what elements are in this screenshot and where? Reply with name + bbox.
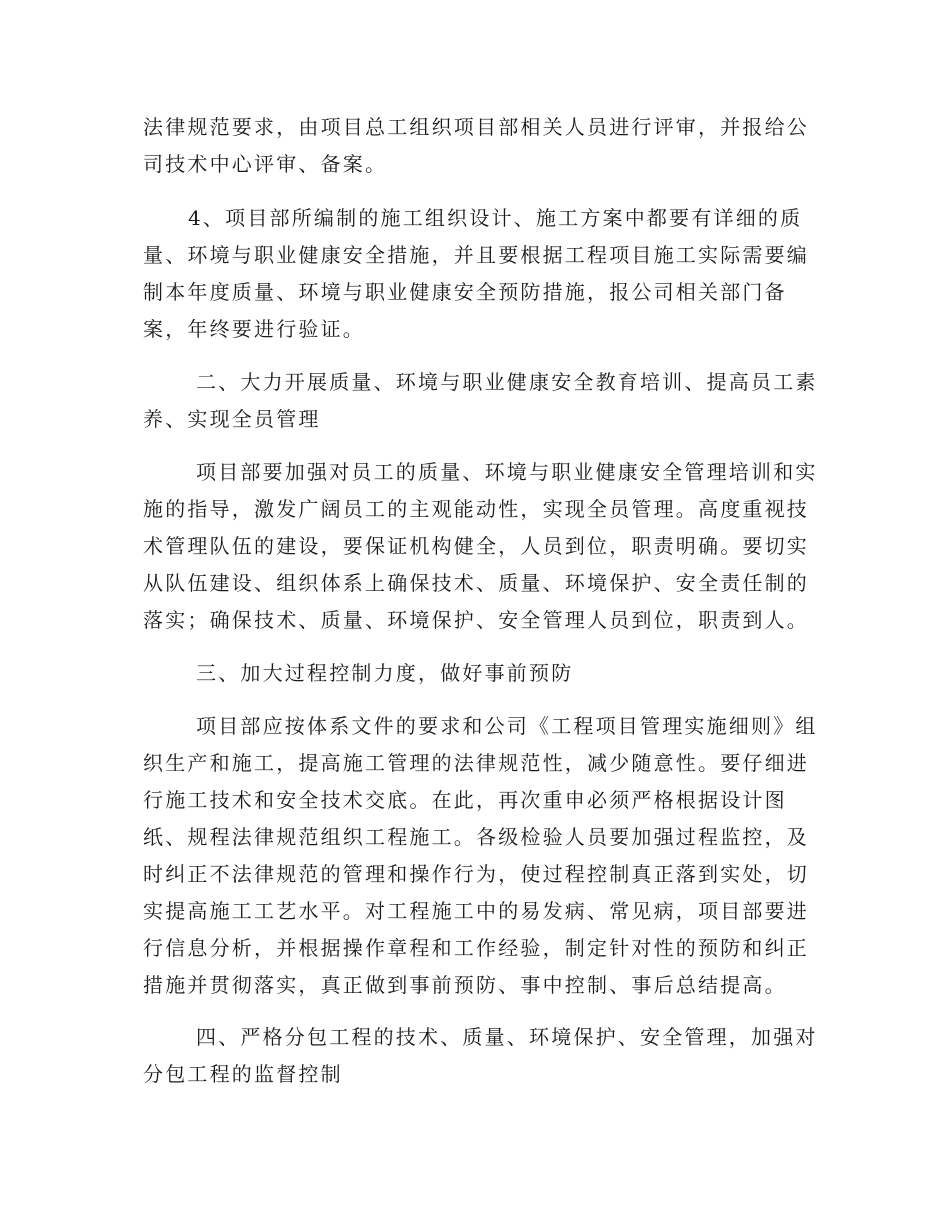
text-line: 4、项目部所编制的施工组织设计、施工方案中都要有详细的质 [188,206,803,230]
text-line: 量、环境与职业健康安全措施，并且要根据工程项目施工实际需要编 [143,243,809,267]
text-line: 案，年终要进行验证。 [143,317,365,341]
heading-line: 二、大力开展质量、环境与职业健康安全教育培训、提高员工素 [196,370,818,394]
text-line: 实提高施工工艺水平。对工程施工中的易发病、常见病，项目部要进 [143,899,809,923]
heading-line: 分包工程的监督控制 [143,1062,343,1086]
text-line: 术管理队伍的建设，要保证机构健全，人员到位，职责明确。要切实 [143,534,809,558]
text-line: 施的指导，激发广阔员工的主观能动性，实现全员管理。高度重视技 [143,497,809,521]
heading-line: 四、严格分包工程的技术、质量、环境保护、安全管理，加强对 [196,1025,818,1049]
text-line: 措施并贯彻落实，真正做到事前预防、事中控制、事后总结提高。 [143,973,787,997]
text-line: 司技术中心评审、备案。 [143,152,388,176]
heading-line: 养、实现全员管理 [143,407,321,431]
text-line: 项目部要加强对员工的质量、环境与职业健康安全管理培训和实 [196,460,818,484]
text-line: 行信息分析，并根据操作章程和工作经验，制定针对性的预防和纠正 [143,936,809,960]
text-line: 从队伍建设、组织体系上确保技术、质量、环境保护、安全责任制的 [143,571,809,595]
text-line: 纸、规程法律规范组织工程施工。各级检验人员要加强过程监控，及 [143,825,809,849]
text-line: 落实；确保技术、质量、环境保护、安全管理人员到位，职责到人。 [143,608,809,632]
text-line: 法律规范要求，由项目总工组织项目部相关人员进行评审，并报给公 [143,115,809,139]
heading-line: 三、加大过程控制力度，做好事前预防 [196,661,574,685]
text-line: 项目部应按体系文件的要求和公司《工程项目管理实施细则》组 [196,714,818,738]
text-line: 行施工技术和安全技术交底。在此，再次重申必须严格根据设计图 [143,788,787,812]
text-line: 制本年度质量、环境与职业健康安全预防措施，报公司相关部门备 [143,280,787,304]
text-line: 时纠正不法律规范的管理和操作行为，使过程控制真正落到实处，切 [143,862,809,886]
text-line: 织生产和施工，提高施工管理的法律规范性，减少随意性。要仔细进 [143,751,809,775]
